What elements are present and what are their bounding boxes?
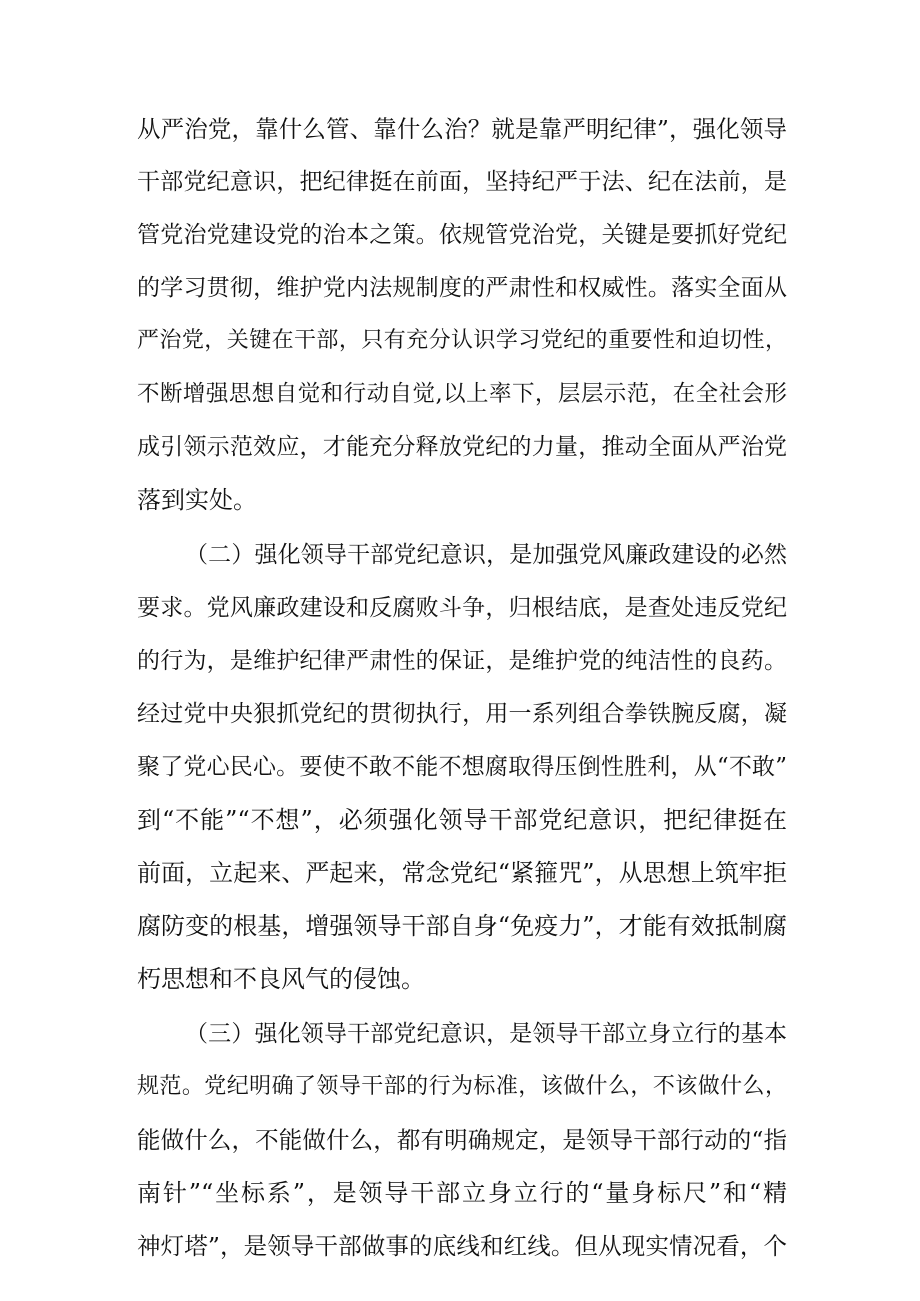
text-line: 南针”“坐标系”，是领导干部立身立行的“量身标尺”和“精 [137, 1179, 787, 1207]
text-line: 聚了党心民心。要使不敢不能不想腐取得压倒性胜利，从“不敢” [137, 754, 787, 780]
text-line: 神灯塔”，是领导干部做事的底线和红线。但从现实情况看，个 [137, 1232, 787, 1260]
text-line: 能做什么，不能做什么，都有明确规定，是领导干部行动的“指 [137, 1126, 787, 1154]
text-line: 管党治党建设党的治本之策。依规管党治党，关键是要抓好党纪 [137, 222, 787, 248]
text-line: 朽思想和不良风气的侵蚀。 [137, 965, 425, 993]
text-line: 前面，立起来、严起来，常念党纪“紧箍咒”，从思想上筑牢拒 [137, 859, 787, 887]
text-line-first: （二）强化领导干部党纪意识，是加强党风廉政建设的必然 [185, 542, 787, 568]
text-line-first: （三）强化领导干部党纪意识，是领导干部立身立行的基本 [185, 1021, 787, 1047]
text-line: 落到实处。 [137, 486, 257, 514]
text-line: 干部党纪意识，把纪律挺在前面，坚持纪严于法、纪在法前，是 [137, 169, 787, 195]
text-line: 腐防变的根基，增强领导干部自身“免疫力”，才能有效抵制腐 [137, 912, 787, 940]
text-line: 要求。党风廉政建设和反腐败斗争，归根结底，是查处违反党纪 [137, 595, 787, 621]
text-line: 成引领示范效应，才能充分释放党纪的力量，推动全面从严治党 [137, 434, 787, 460]
text-line: 规范。党纪明确了领导干部的行为标准，该做什么，不该做什么， [137, 1074, 787, 1099]
text-line: 严治党，关键在干部，只有充分认识学习党纪的重要性和迫切性， [137, 328, 787, 353]
text-line: 的学习贯彻，维护党内法规制度的严肃性和权威性。落实全面从 [137, 275, 787, 301]
text-line: 经过党中央狠抓党纪的贯彻执行，用一系列组合拳铁腕反腐，凝 [137, 701, 787, 727]
text-line: 不断增强思想自觉和行动自觉,以上率下，层层示范，在全社会形 [137, 381, 787, 407]
text-line: 从严治党，靠什么管、靠什么治？就是靠严明纪律”，强化领导 [137, 115, 787, 143]
text-line: 的行为，是维护纪律严肃性的保证，是维护党的纯洁性的良药。 [137, 648, 787, 674]
text-line: 到“不能”“不想”，必须强化领导干部党纪意识，把纪律挺在 [137, 806, 787, 834]
